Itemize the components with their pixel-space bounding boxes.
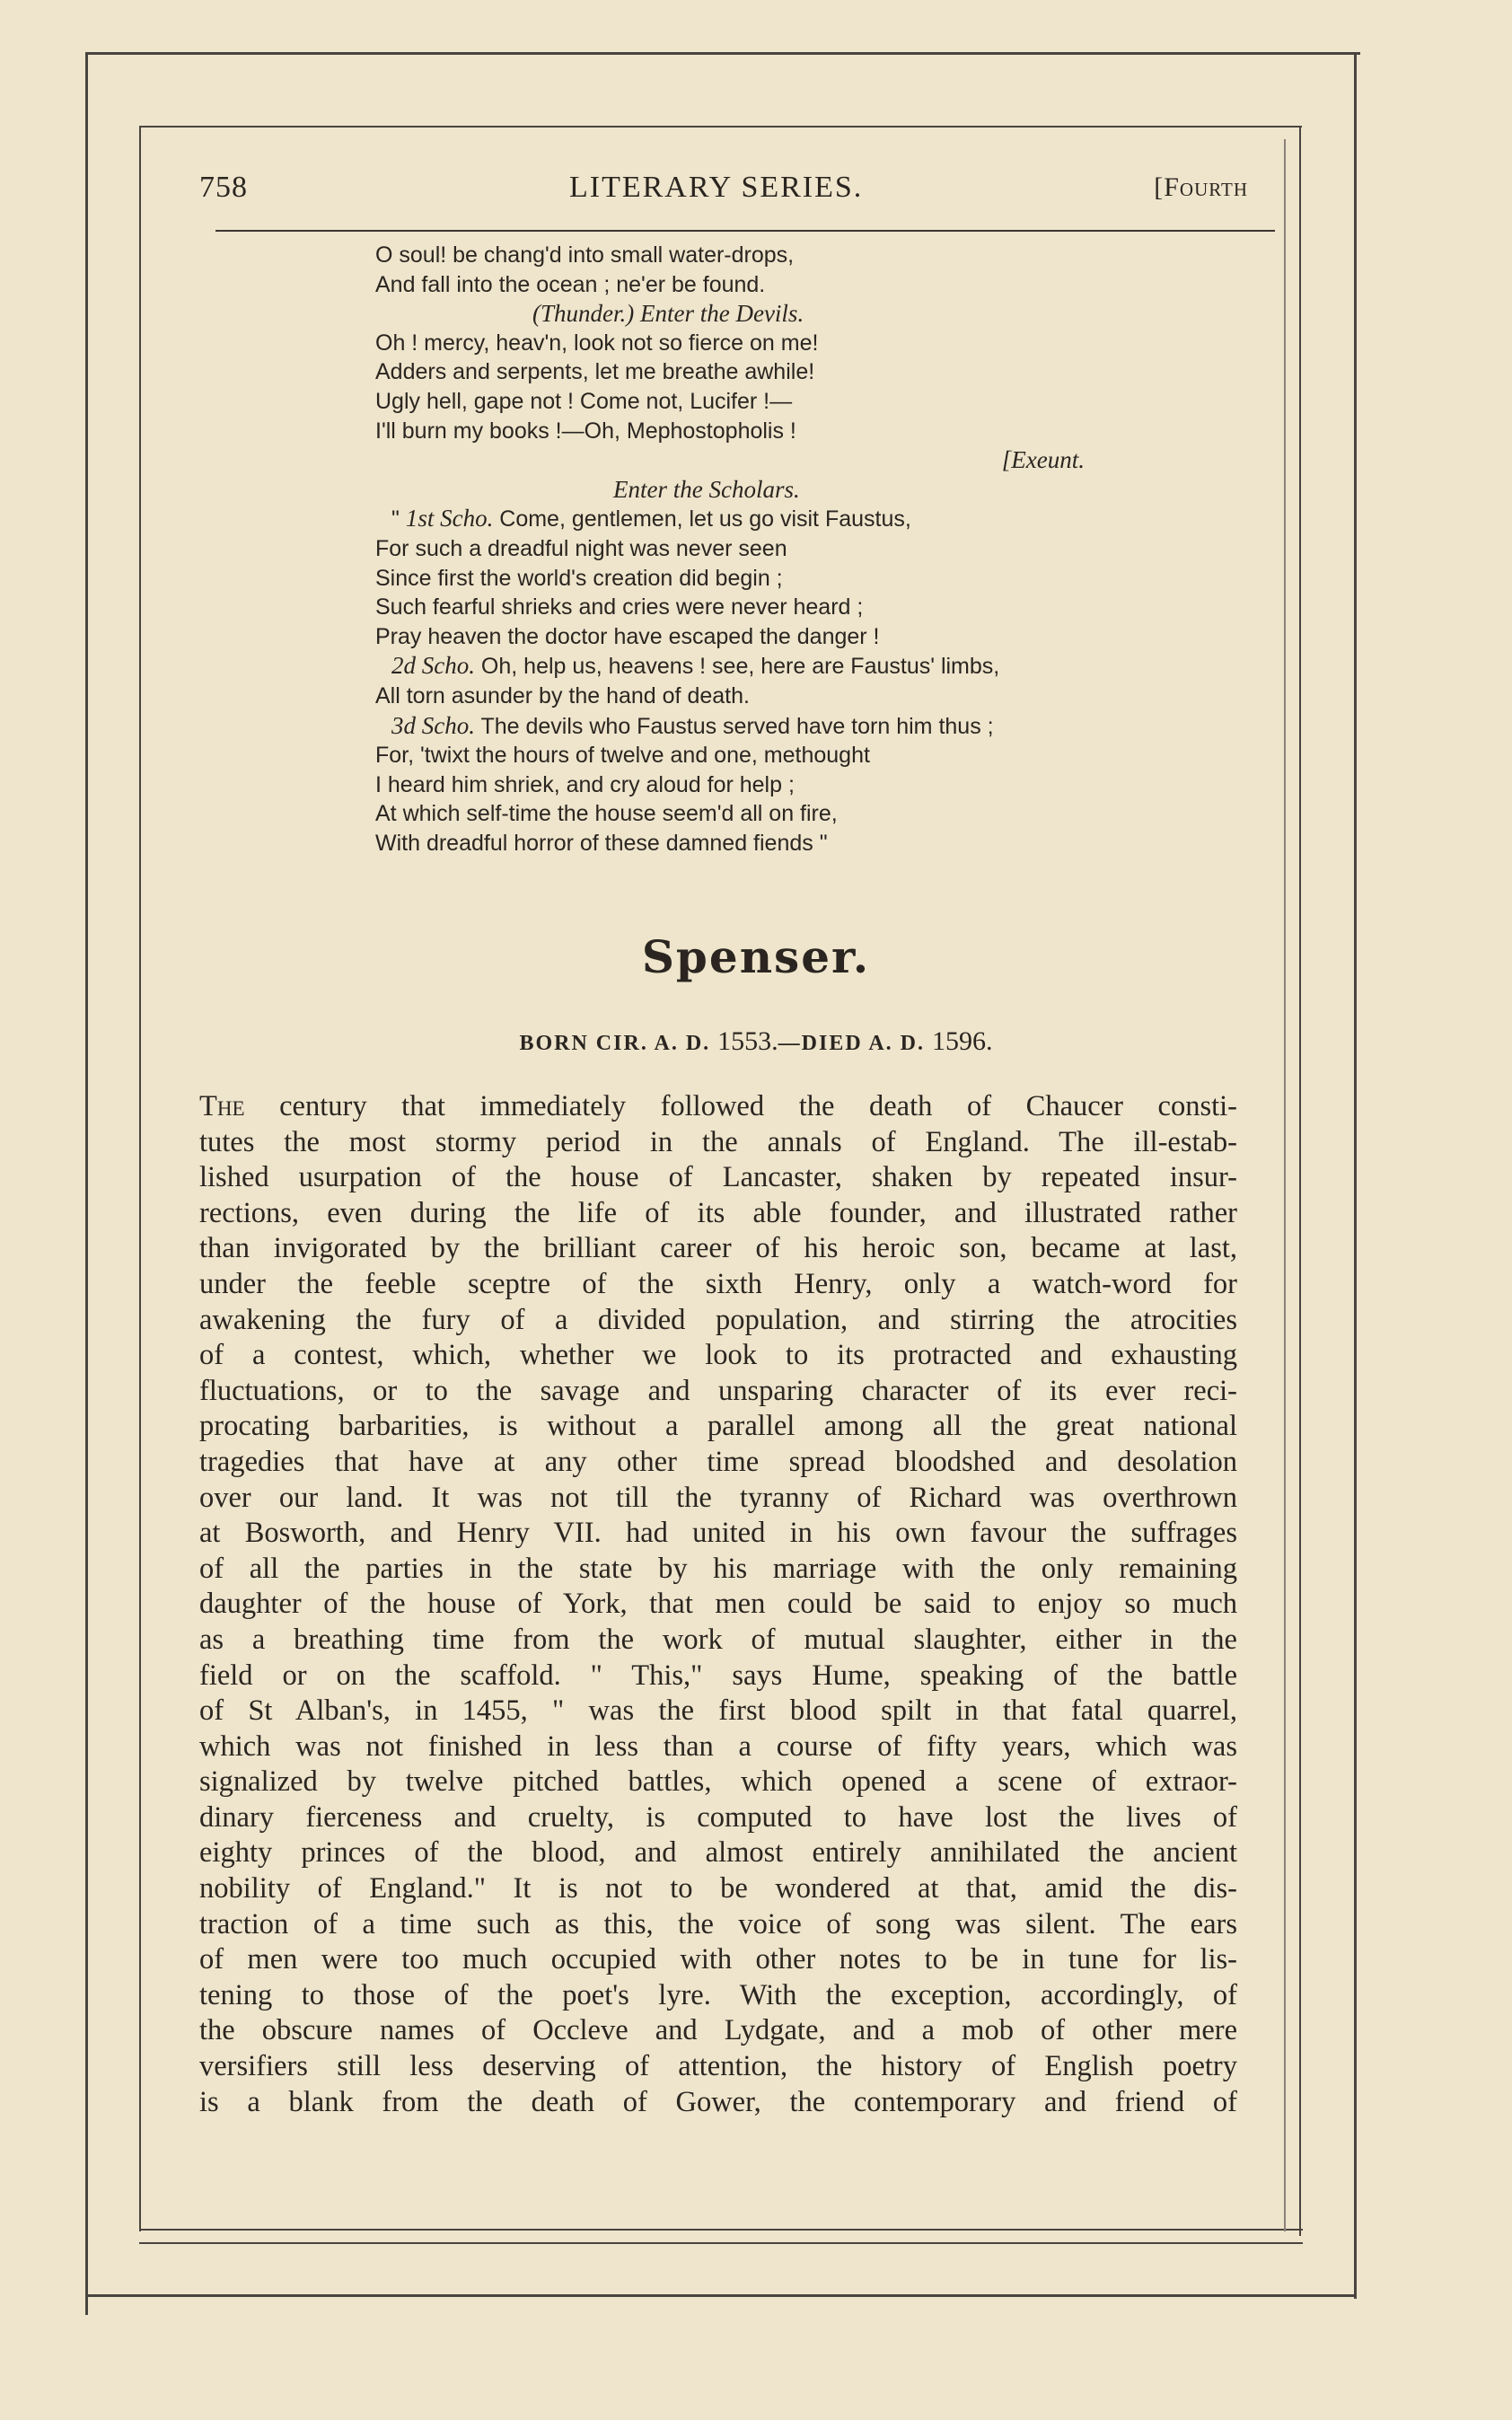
body-line: fluctuations, or to the savage and unsparing character of its ever reci- xyxy=(199,1374,1237,1407)
running-header-right: [Fourth xyxy=(1154,172,1248,202)
body-line: daughter of the house of York, that men could be said to enjoy so much xyxy=(199,1588,1237,1621)
body-line: the obscure names of Occleve and Lydgate, and a mob of other mere xyxy=(199,2014,1237,2047)
speech: The devils who Faustus served have torn him thus ; xyxy=(474,713,994,739)
page-frame-top xyxy=(85,52,1360,55)
born-year: 1553. xyxy=(717,1026,778,1056)
verse-line: For such a dreadful night was never seen xyxy=(375,535,787,561)
body-paragraph xyxy=(199,1089,1237,2120)
body-line: eighty princes of the blood, and almost entirely annihilated the ancient xyxy=(199,1836,1237,1870)
verse-line: Pray heaven the doctor have escaped the danger ! xyxy=(375,623,880,649)
life-dates xyxy=(0,1026,1512,1057)
body-line: lished usurpation of the house of Lancaster, shaken by repeated insur- xyxy=(199,1161,1237,1194)
verse-line: And fall into the ocean ; ne'er be found. xyxy=(375,271,766,297)
body-line: as a breathing time from the work of mutual slaughter, either in the xyxy=(199,1623,1237,1656)
body-line: traction of a time such as this, the voice of song was silent. The ears xyxy=(199,1907,1237,1940)
verse-line xyxy=(375,504,1183,534)
stage-direction: Enter the Scholars. xyxy=(613,475,800,503)
verse-line xyxy=(375,651,1183,682)
body-line: rections, even during the life of its able founder, and illustrated rather xyxy=(199,1196,1237,1229)
body-line: nobility of England." It is not to be wondered at that, amid the dis- xyxy=(199,1872,1237,1905)
body-line: tutes the most stormy period in the annals of England. The ill-estab- xyxy=(199,1125,1237,1158)
page-frame-left xyxy=(85,52,88,2315)
stage-direction-exeunt: [Exeunt. xyxy=(1001,446,1085,474)
speaker: 1st Scho. xyxy=(405,505,494,532)
body-line: dinary fierceness and cruelty, is computed to have lost the lives of xyxy=(199,1800,1237,1834)
verse-line: Ugly hell, gape not ! Come not, Lucifer !— xyxy=(375,388,793,414)
inner-frame-right-hairline xyxy=(1284,139,1286,2231)
drop-word: The xyxy=(199,1090,245,1122)
body-line: over our land. It was not till the tyranny of Richard was overthrown xyxy=(199,1481,1237,1514)
verse-line: Such fearful shrieks and cries were never heard ; xyxy=(375,594,864,620)
verse-line: I heard him shriek, and cry aloud for help ; xyxy=(375,771,795,797)
verse-line: With dreadful horror of these damned fiends " xyxy=(375,830,828,856)
body-line: of St Alban's, in 1455, " was the first blood spilt in that fatal quarrel, xyxy=(199,1694,1237,1728)
section-title: Spenser. xyxy=(641,930,871,983)
inner-frame-bottom-double xyxy=(139,2242,1303,2244)
body-line: of a contest, which, whether we look to its protracted and exhausting xyxy=(199,1339,1237,1372)
speech: Come, gentlemen, let us go visit Faustus, xyxy=(493,506,911,532)
died-year: 1596. xyxy=(932,1026,993,1056)
inner-frame-bottom xyxy=(139,2229,1303,2231)
page-frame-right xyxy=(1354,54,1357,2299)
body-line: under the feeble sceptre of the sixth Henry, only a watch-word for xyxy=(199,1267,1237,1300)
opening-quote: " xyxy=(391,506,406,532)
verse-line: Oh ! mercy, heav'n, look not so fierce on me! xyxy=(375,330,819,356)
died-label: —DIED A. D. xyxy=(778,1032,926,1055)
page-frame-bottom xyxy=(85,2294,1356,2297)
body-line: is a blank from the death of Gower, the contemporary and friend of xyxy=(199,2085,1237,2118)
inner-frame-right xyxy=(1299,126,1301,2236)
born-label: BORN CIR. A. D. xyxy=(519,1032,711,1055)
body-line: than invigorated by the brilliant career of his heroic son, became at last, xyxy=(199,1232,1237,1265)
verse-line: For, 'twixt the hours of twelve and one, methought xyxy=(375,743,870,769)
page-number: 758 xyxy=(199,171,248,204)
body-line: procating barbarities, is without a parallel among all the great national xyxy=(199,1410,1237,1443)
verse-line: Adders and serpents, let me breathe awhile! xyxy=(375,359,815,385)
verse-line: O soul! be chang'd into small water-drops, xyxy=(375,242,795,268)
verse-line: All torn asunder by the hand of death. xyxy=(375,682,750,708)
inner-frame-top xyxy=(139,126,1302,128)
verse-line: I'll burn my books !—Oh, Mephostopholis ! xyxy=(375,418,796,444)
body-line: at Bosworth, and Henry VII. had united in his own favour the suffrages xyxy=(199,1517,1237,1550)
body-line: field or on the scaffold. " This," says Hume, speaking of the battle xyxy=(199,1659,1237,1692)
running-title: LITERARY SERIES. xyxy=(569,171,864,204)
speaker: 2d Scho. xyxy=(391,652,475,680)
stage-direction: (Thunder.) Enter the Devils. xyxy=(532,300,804,328)
verse-line: Since first the world's creation did begin ; xyxy=(375,565,783,591)
body-line: tening to those of the poet's lyre. With the exception, accordingly, of xyxy=(199,1978,1237,2011)
body-line: awakening the fury of a divided population, and stirring the atrocities xyxy=(199,1303,1237,1336)
body-line: which was not finished in less than a course of fifty years, which was xyxy=(199,1729,1237,1763)
body-line: of all the parties in the state by his marriage with the only remaining xyxy=(199,1552,1237,1585)
body-line: tragedies that have at any other time spread bloodshed and desolation xyxy=(199,1445,1237,1478)
body-line: of men were too much occupied with other notes to be in tune for lis- xyxy=(199,1943,1237,1976)
speech: Oh, help us, heavens ! see, here are Faustus' limbs, xyxy=(474,654,1000,680)
running-header xyxy=(199,171,1248,216)
inner-frame-left xyxy=(139,126,141,2231)
body-line: versifiers still less deserving of attention, the history of English poetry xyxy=(199,2050,1237,2083)
verse-excerpt xyxy=(375,241,1183,858)
body-line: signalized by twelve pitched battles, which opened a scene of extraor- xyxy=(199,1765,1237,1799)
verse-line: At which self-time the house seem'd all on fire, xyxy=(375,801,838,827)
header-rule xyxy=(215,230,1275,232)
verse-line xyxy=(375,711,1183,742)
body-line: The century that immediately followed the death of Chaucer consti- xyxy=(199,1090,1237,1122)
speaker: 3d Scho. xyxy=(391,711,475,739)
